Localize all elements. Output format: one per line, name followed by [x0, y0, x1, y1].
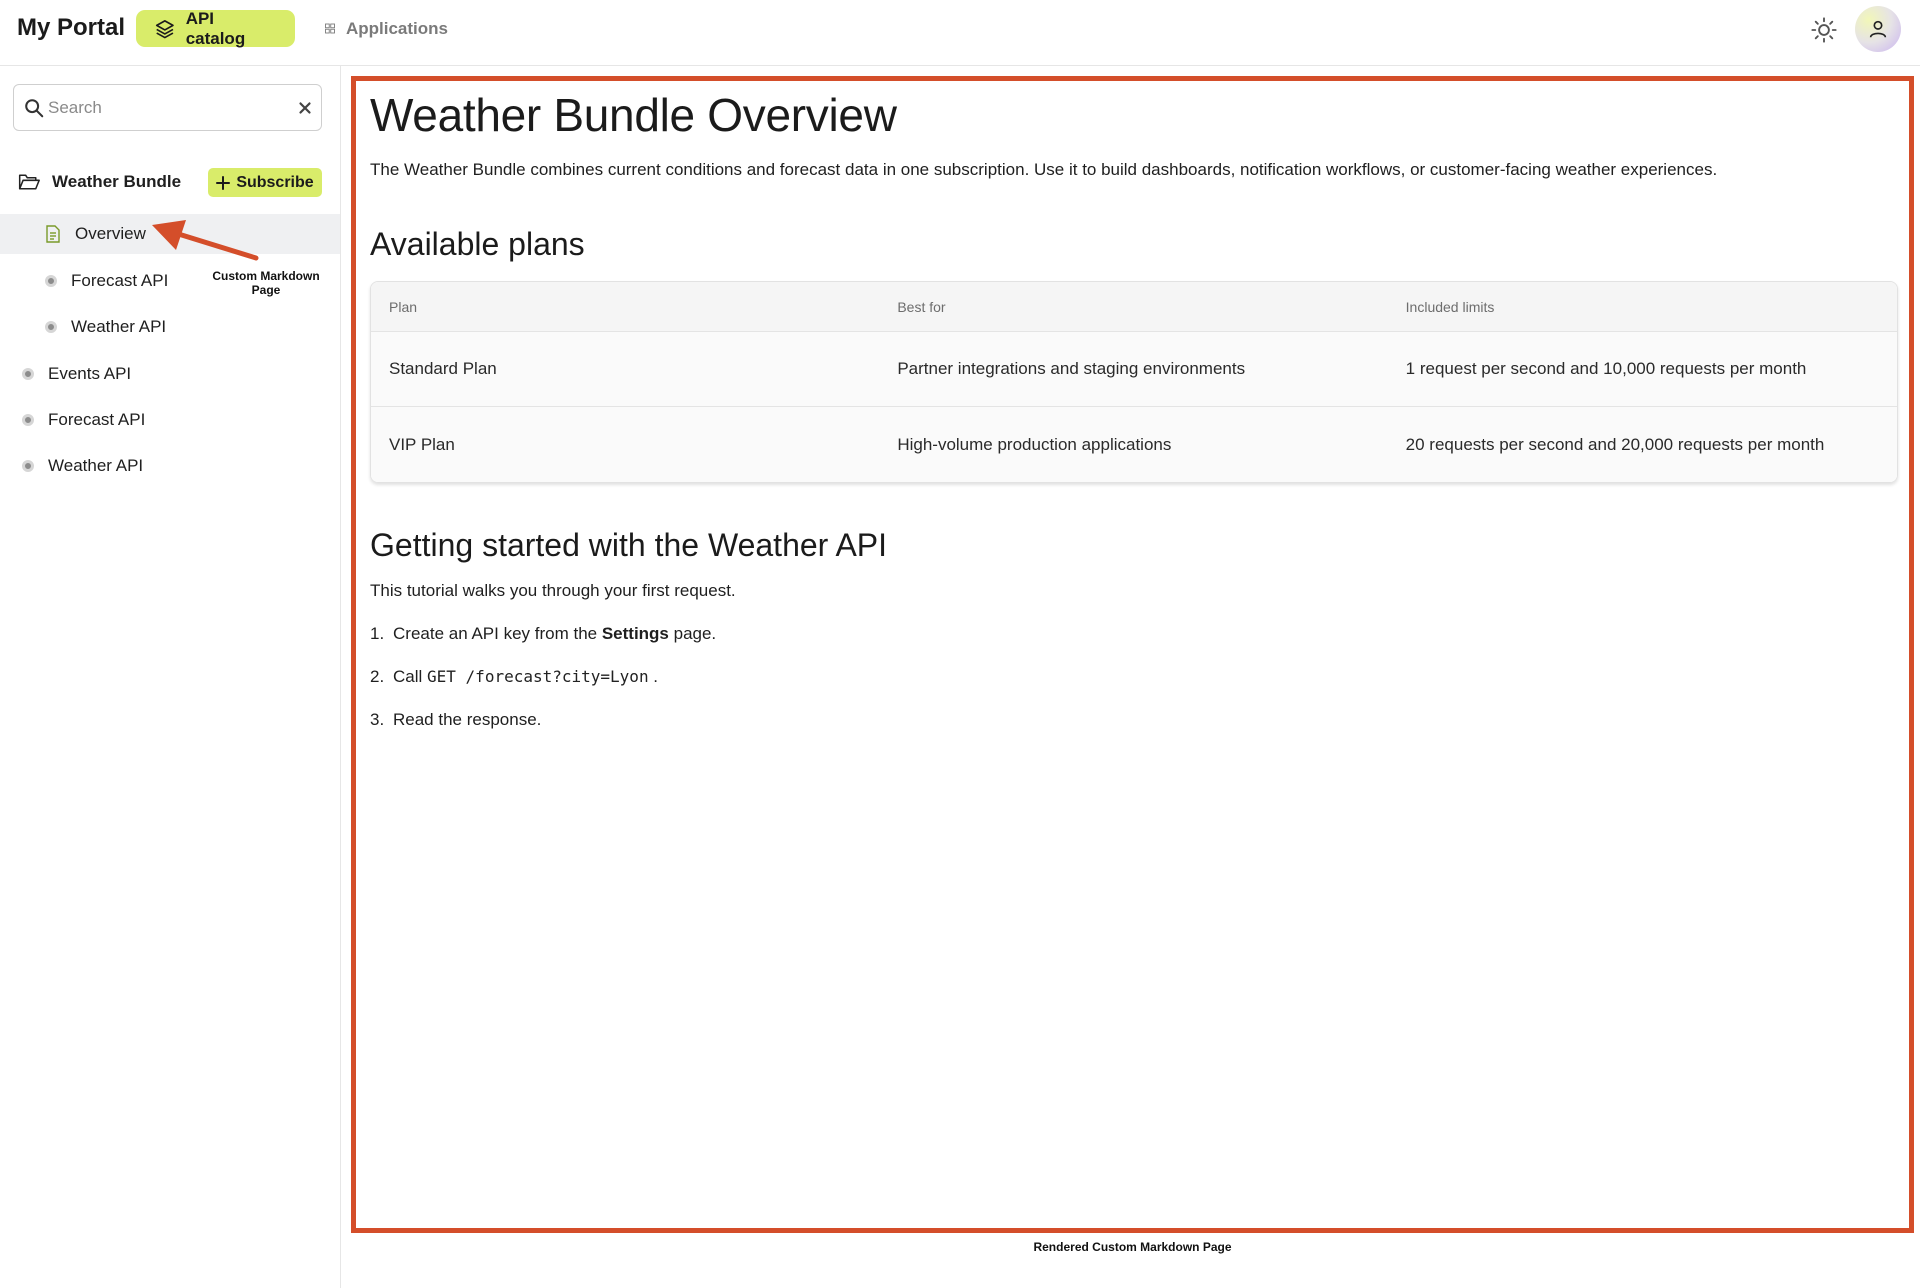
sidebar-item-bundle-weather-api[interactable] [0, 307, 340, 347]
plus-icon [216, 176, 230, 190]
markdown-content [370, 86, 1900, 751]
plans-table [370, 281, 1898, 483]
table-cell: 20 requests per second and 20,000 requests per month [1405, 434, 1825, 454]
getting-started-heading: Getting started with the Weather API [370, 527, 888, 563]
table-cell: Partner integrations and staging environments [897, 359, 1246, 378]
list-item-number: 1. [370, 624, 385, 643]
step-text: . [648, 667, 659, 686]
list-item-number: 3. [370, 710, 385, 729]
sidebar-item-label: Weather API [71, 317, 167, 336]
list-item-number: 2. [370, 667, 385, 686]
table-header-row [371, 282, 1897, 332]
nav-applications-label: Applications [345, 18, 448, 38]
annotation-callout: Custom Markdown Page [212, 269, 320, 297]
folder-open-icon [18, 172, 40, 192]
sidebar-item-forecast-api[interactable] [0, 400, 340, 440]
list-item [370, 708, 1900, 732]
search-input[interactable] [48, 93, 288, 123]
page-description: The Weather Bundle combines current conditions and forecast data in one subscription. Use it to build dashboards, notification workflows, or customer-facing weather experiences. [370, 160, 1718, 179]
portal-brand[interactable]: My Portal [17, 14, 126, 41]
subscribe-label: Subscribe [236, 173, 314, 191]
table-row [371, 332, 1897, 407]
step-text: Read the response. [393, 710, 542, 729]
nav-applications[interactable] [306, 10, 466, 47]
avatar[interactable] [1855, 6, 1901, 52]
dot-icon [45, 275, 57, 287]
inline-code: GET /forecast?city=Lyon [427, 667, 649, 686]
sidebar-item-events-api[interactable] [0, 354, 340, 394]
user-icon [1867, 18, 1889, 40]
table-header-best-for: Best for [897, 298, 946, 315]
steps-list [370, 622, 1900, 732]
getting-started-intro: This tutorial walks you through your first request. [370, 581, 736, 600]
sidebar-item-weather-api[interactable] [0, 446, 340, 486]
table-header-plan: Plan [389, 298, 418, 315]
search-icon [23, 97, 45, 119]
layers-icon [154, 18, 176, 40]
list-item [370, 665, 1900, 689]
step-text: Create an API key from the [393, 624, 602, 643]
page-title: Weather Bundle Overview [370, 89, 897, 141]
dot-icon [22, 460, 34, 472]
nav-api-catalog[interactable] [136, 10, 295, 47]
list-item [370, 622, 1900, 646]
table-cell: VIP Plan [389, 434, 455, 454]
plans-heading: Available plans [370, 226, 585, 262]
sun-icon[interactable] [1810, 16, 1838, 44]
dot-icon [22, 368, 34, 380]
search-box[interactable] [13, 84, 322, 131]
sidebar-item-label: Weather API [48, 456, 144, 475]
sidebar-item-label: Overview [75, 224, 146, 243]
table-cell: 1 request per second and 10,000 requests per month [1405, 359, 1807, 378]
grid-icon [324, 18, 336, 39]
step-text: Call [393, 667, 428, 686]
subscribe-button[interactable] [208, 168, 322, 197]
sidebar-item-label: Weather Bundle [52, 172, 182, 191]
dot-icon [45, 321, 57, 333]
dot-icon [22, 414, 34, 426]
content-caption: Rendered Custom Markdown Page [1033, 1240, 1232, 1254]
sidebar-item-label: Forecast API [71, 271, 169, 290]
table-cell: High-volume production applications [897, 434, 1172, 454]
sidebar-item-label: Events API [48, 364, 132, 383]
step-text: page. [668, 624, 717, 643]
table-row [371, 407, 1897, 482]
nav-api-catalog-label: API catalog [185, 8, 246, 48]
table-header-limits: Included limits [1405, 298, 1495, 315]
table-cell: Standard Plan [389, 359, 497, 378]
step-bold-text: Settings [601, 624, 669, 643]
annotation-arrow [150, 220, 262, 270]
sidebar-item-label: Forecast API [48, 410, 146, 429]
top-bar [0, 0, 1920, 66]
close-icon[interactable] [296, 99, 314, 117]
document-icon [45, 225, 61, 243]
